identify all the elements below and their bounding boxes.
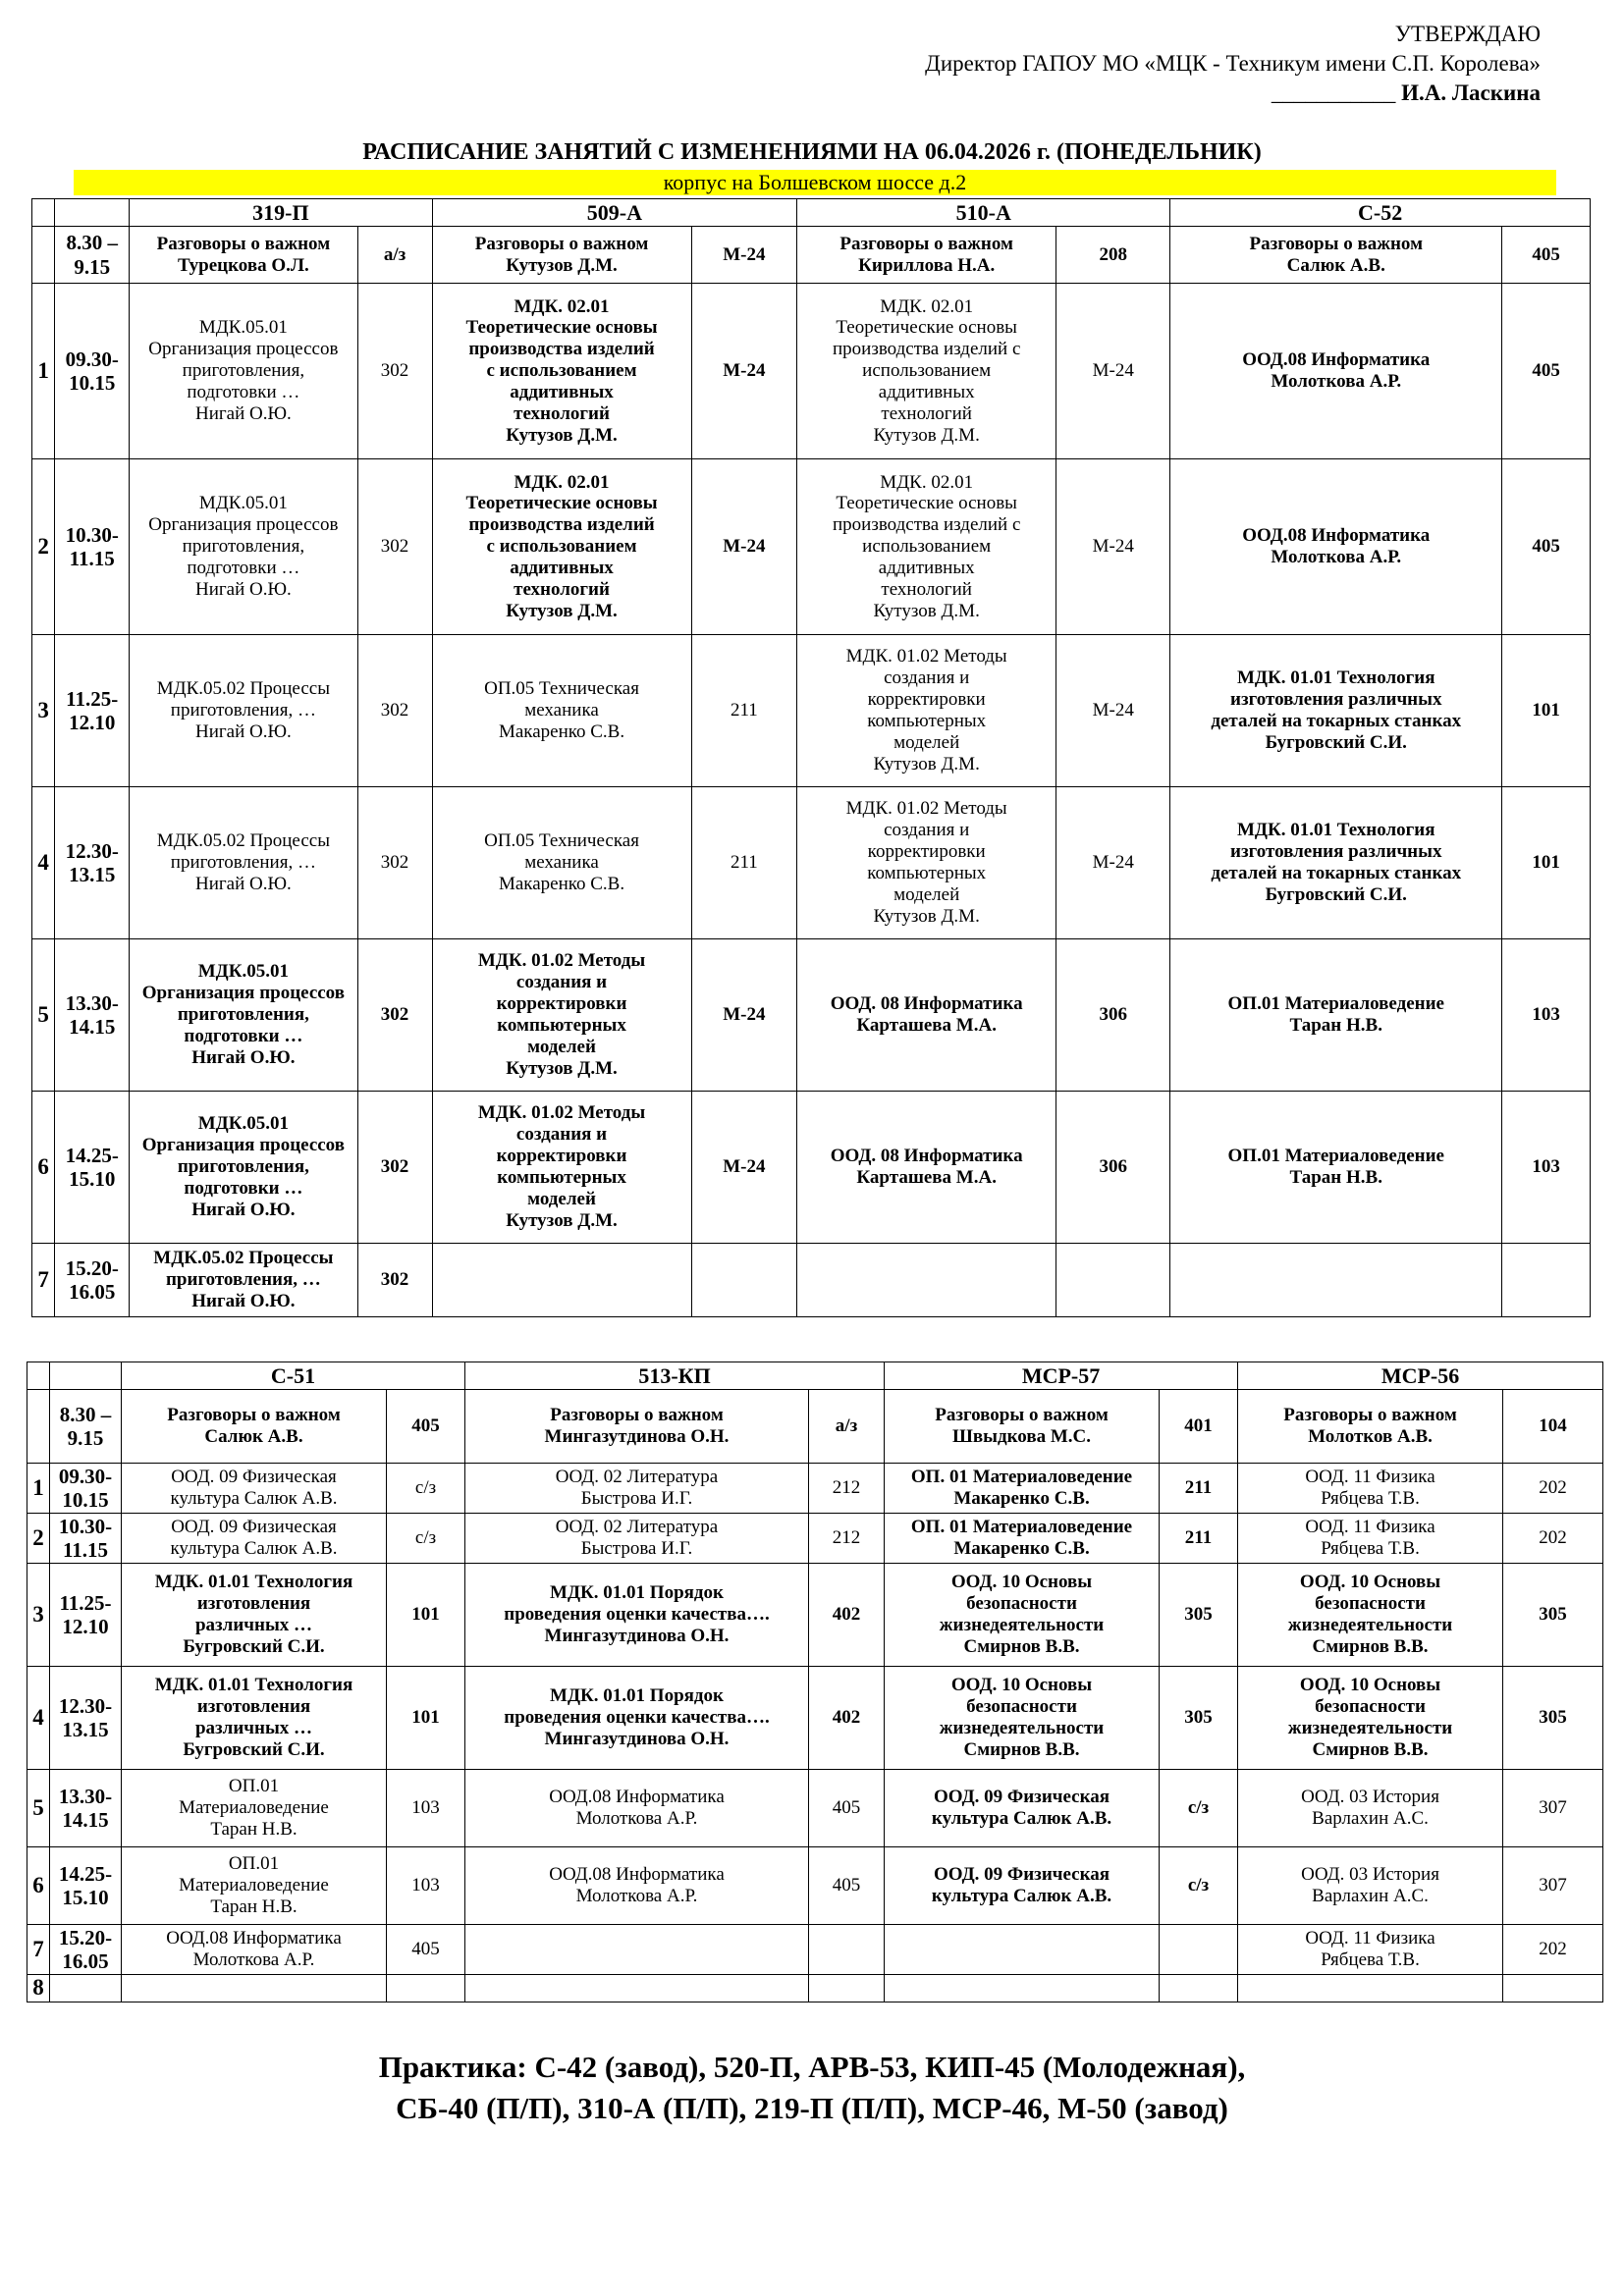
room-cell: 306 — [1056, 1092, 1170, 1244]
room-cell: М-24 — [691, 284, 797, 459]
subject-cell: МДК. 02.01 Теоретические основы производства изделий с использованием аддитивных технологий Кутузов Д.М. — [797, 459, 1056, 635]
room-cell: 405 — [1502, 227, 1591, 284]
subject-cell: ООД.08 Информатика Молоткова А.Р. — [465, 1847, 809, 1925]
lesson-row — [27, 1667, 1603, 1770]
subject-cell: ООД. 11 Физика Рябцева Т.В. — [1238, 1464, 1503, 1514]
subject-cell — [465, 1925, 809, 1975]
room-cell: 405 — [387, 1390, 465, 1464]
room-cell: 302 — [357, 635, 432, 787]
group-header: 509-А — [432, 199, 797, 227]
room-cell: с/з — [387, 1514, 465, 1564]
room-cell: 305 — [1160, 1667, 1238, 1770]
subject-cell: МДК.05.02 Процессы приготовления, … Нигай О.Ю. — [130, 635, 357, 787]
room-cell: 101 — [1502, 787, 1591, 939]
subject-cell: МДК. 01.02 Методы создания и корректировки компьютерных моделей Кутузов Д.М. — [432, 1092, 691, 1244]
lesson-number: 1 — [32, 284, 55, 459]
subject-cell: МДК.05.01 Организация процессов приготовления, подготовки … Нигай О.Ю. — [130, 284, 357, 459]
lesson-number: 7 — [27, 1925, 50, 1975]
room-cell — [809, 1925, 885, 1975]
lesson-number: 4 — [27, 1667, 50, 1770]
practice-note — [0, 2047, 1624, 2129]
practice-line-2: СБ-40 (П/П), 310-А (П/П), 219-П (П/П), МСР-46, М-50 (завод) — [396, 2091, 1228, 2125]
group-header: 513-КП — [465, 1362, 885, 1390]
lesson-row — [27, 1770, 1603, 1847]
group-header: С-52 — [1170, 199, 1591, 227]
lesson-row — [32, 1244, 1591, 1317]
room-cell: 405 — [1502, 284, 1591, 459]
room-cell: 211 — [691, 787, 797, 939]
lesson-row — [32, 939, 1591, 1092]
lesson-time: 10.30- 11.15 — [55, 459, 130, 635]
lesson-time: 13.30- 14.15 — [55, 939, 130, 1092]
subject-cell: МДК.05.02 Процессы приготовления, … Нигай О.Ю. — [130, 787, 357, 939]
room-cell — [1056, 1244, 1170, 1317]
group-header-row — [32, 199, 1591, 227]
lesson-row — [32, 635, 1591, 787]
subject-cell: ОП. 01 Материаловедение Макаренко С.В. — [885, 1514, 1160, 1564]
lesson-time: 15.20- 16.05 — [55, 1244, 130, 1317]
lesson-row — [32, 459, 1591, 635]
lesson-row — [27, 1390, 1603, 1464]
lesson-time: 13.30- 14.15 — [50, 1770, 122, 1847]
room-cell: 302 — [357, 787, 432, 939]
subject-cell — [885, 1925, 1160, 1975]
subject-cell: ООД. 10 Основы безопасности жизнедеятельности Смирнов В.В. — [885, 1667, 1160, 1770]
room-cell: 211 — [1160, 1464, 1238, 1514]
practice-line-1: Практика: С-42 (завод), 520-П, АРВ-53, КИП-45 (Молодежная), — [378, 2050, 1246, 2084]
room-cell: 202 — [1503, 1514, 1603, 1564]
lesson-time: 09.30- 10.15 — [50, 1464, 122, 1514]
schedule-table-1-body — [32, 199, 1591, 1317]
lesson-number: 2 — [32, 459, 55, 635]
subject-cell: МДК.05.01 Организация процессов приготовления, подготовки … Нигай О.Ю. — [130, 1092, 357, 1244]
lesson-number: 1 — [27, 1464, 50, 1514]
subject-cell: ООД. 10 Основы безопасности жизнедеятельности Смирнов В.В. — [1238, 1564, 1503, 1667]
subject-cell: МДК. 01.02 Методы создания и корректировки компьютерных моделей Кутузов Д.М. — [797, 635, 1056, 787]
room-cell: М-24 — [1056, 787, 1170, 939]
group-header: МСР-57 — [885, 1362, 1238, 1390]
subject-cell: ООД. 09 Физическая культура Салюк А.В. — [122, 1514, 387, 1564]
room-cell: 212 — [809, 1514, 885, 1564]
schedule-table-1 — [31, 198, 1591, 1317]
room-cell: 302 — [357, 1244, 432, 1317]
building-banner: корпус на Болшевском шоссе д.2 — [74, 170, 1556, 195]
lesson-number: 4 — [32, 787, 55, 939]
lesson-time: 15.20- 16.05 — [50, 1925, 122, 1975]
room-cell — [809, 1975, 885, 2002]
approval-block — [794, 20, 1541, 108]
group-header: МСР-56 — [1238, 1362, 1603, 1390]
room-cell — [1160, 1975, 1238, 2002]
subject-cell: МДК.05.01 Организация процессов приготовления, подготовки … Нигай О.Ю. — [130, 459, 357, 635]
lesson-number — [27, 1390, 50, 1464]
room-cell: 305 — [1503, 1667, 1603, 1770]
subject-cell: ООД. 03 История Варлахин А.С. — [1238, 1770, 1503, 1847]
room-cell: 202 — [1503, 1464, 1603, 1514]
subject-cell: МДК. 01.01 Порядок проведения оценки качества…. Мингазутдинова О.Н. — [465, 1667, 809, 1770]
subject-cell: МДК.05.01 Организация процессов приготовления, подготовки … Нигай О.Ю. — [130, 939, 357, 1092]
schedule-table-2-body — [27, 1362, 1603, 2002]
group-header: С-51 — [122, 1362, 465, 1390]
room-cell: М-24 — [1056, 459, 1170, 635]
lesson-row — [27, 1514, 1603, 1564]
lesson-number: 6 — [27, 1847, 50, 1925]
subject-cell: МДК. 01.01 Порядок проведения оценки качества…. Мингазутдинова О.Н. — [465, 1564, 809, 1667]
subject-cell — [885, 1975, 1160, 2002]
subject-cell: МДК. 01.02 Методы создания и корректировки компьютерных моделей Кутузов Д.М. — [797, 787, 1056, 939]
room-cell: 103 — [1502, 939, 1591, 1092]
room-cell: М-24 — [691, 1092, 797, 1244]
lesson-time: 12.30- 13.15 — [50, 1667, 122, 1770]
subject-cell: ООД. 08 Информатика Карташева М.А. — [797, 939, 1056, 1092]
room-cell: 302 — [357, 284, 432, 459]
subject-cell: МДК.05.02 Процессы приготовления, … Нигай О.Ю. — [130, 1244, 357, 1317]
subject-cell — [1238, 1975, 1503, 2002]
subject-cell: МДК. 02.01 Теоретические основы производства изделий с использованием аддитивных технологий Кутузов Д.М. — [432, 284, 691, 459]
room-cell: а/з — [357, 227, 432, 284]
room-cell: 101 — [1502, 635, 1591, 787]
subject-cell: ОП.01 Материаловедение Таран Н.В. — [122, 1770, 387, 1847]
subject-cell — [465, 1975, 809, 2002]
signature-blank: ___________ — [1271, 80, 1396, 105]
subject-cell: ОП.01 Материаловедение Таран Н.В. — [122, 1847, 387, 1925]
room-cell: 405 — [809, 1847, 885, 1925]
room-cell: 104 — [1503, 1390, 1603, 1464]
room-cell: с/з — [387, 1464, 465, 1514]
room-cell: с/з — [1160, 1770, 1238, 1847]
room-cell: 402 — [809, 1667, 885, 1770]
lesson-time: 12.30- 13.15 — [55, 787, 130, 939]
lesson-time — [50, 1975, 122, 2002]
lesson-row — [32, 1092, 1591, 1244]
subject-cell: ООД. 10 Основы безопасности жизнедеятельности Смирнов В.В. — [885, 1564, 1160, 1667]
room-cell: 307 — [1503, 1847, 1603, 1925]
room-cell: с/з — [1160, 1847, 1238, 1925]
subject-cell: ОП.05 Техническая механика Макаренко С.В. — [432, 787, 691, 939]
subject-cell: ОП.05 Техническая механика Макаренко С.В. — [432, 635, 691, 787]
lesson-time: 11.25- 12.10 — [50, 1564, 122, 1667]
schedule-table-2 — [27, 1362, 1603, 2002]
lesson-number — [32, 227, 55, 284]
room-cell: а/з — [809, 1390, 885, 1464]
approval-signature — [794, 79, 1541, 108]
lesson-time: 09.30- 10.15 — [55, 284, 130, 459]
subject-cell: ООД.08 Информатика Молоткова А.Р. — [122, 1925, 387, 1975]
room-cell: 302 — [357, 939, 432, 1092]
subject-cell — [432, 1244, 691, 1317]
room-cell — [1502, 1244, 1591, 1317]
room-cell — [387, 1975, 465, 2002]
page-title: РАСПИСАНИЕ ЗАНЯТИЙ С ИЗМЕНЕНИЯМИ НА 06.04.2026 г. (ПОНЕДЕЛЬНИК) — [362, 139, 1262, 165]
room-cell: 211 — [691, 635, 797, 787]
subject-cell: ООД. 02 Литература Быстрова И.Г. — [465, 1514, 809, 1564]
subject-cell: Разговоры о важном Турецкова О.Л. — [130, 227, 357, 284]
corner-cell — [50, 1362, 122, 1390]
lesson-number: 5 — [32, 939, 55, 1092]
lesson-time: 10.30- 11.15 — [50, 1514, 122, 1564]
subject-cell: МДК. 02.01 Теоретические основы производства изделий с использованием аддитивных технологий Кутузов Д.М. — [797, 284, 1056, 459]
corner-cell — [32, 199, 55, 227]
subject-cell: МДК. 01.01 Технология изготовления различных … Бугровский С.И. — [122, 1564, 387, 1667]
lesson-time: 14.25- 15.10 — [50, 1847, 122, 1925]
subject-cell: Разговоры о важном Кутузов Д.М. — [432, 227, 691, 284]
lesson-number: 3 — [32, 635, 55, 787]
room-cell: М-24 — [691, 939, 797, 1092]
lesson-row — [27, 1847, 1603, 1925]
lesson-time: 8.30 – 9.15 — [55, 227, 130, 284]
subject-cell: ООД. 02 Литература Быстрова И.Г. — [465, 1464, 809, 1514]
subject-cell: ООД. 09 Физическая культура Салюк А.В. — [885, 1847, 1160, 1925]
room-cell: М-24 — [691, 459, 797, 635]
subject-cell: ООД. 09 Физическая культура Салюк А.В. — [122, 1464, 387, 1514]
room-cell: 402 — [809, 1564, 885, 1667]
room-cell: 405 — [387, 1925, 465, 1975]
subject-cell: МДК. 01.02 Методы создания и корректировки компьютерных моделей Кутузов Д.М. — [432, 939, 691, 1092]
subject-cell: ООД. 11 Физика Рябцева Т.В. — [1238, 1925, 1503, 1975]
room-cell — [691, 1244, 797, 1317]
lesson-time: 8.30 – 9.15 — [50, 1390, 122, 1464]
room-cell — [1160, 1925, 1238, 1975]
room-cell: 302 — [357, 1092, 432, 1244]
subject-cell: Разговоры о важном Молотков А.В. — [1238, 1390, 1503, 1464]
approval-title: УТВЕРЖДАЮ — [1394, 22, 1541, 46]
room-cell: М-24 — [691, 227, 797, 284]
room-cell: 103 — [387, 1847, 465, 1925]
subject-cell: ООД.08 Информатика Молоткова А.Р. — [465, 1770, 809, 1847]
room-cell: 302 — [357, 459, 432, 635]
group-header: 510-А — [797, 199, 1170, 227]
lesson-number: 6 — [32, 1092, 55, 1244]
room-cell: М-24 — [1056, 635, 1170, 787]
room-cell — [1503, 1975, 1603, 2002]
subject-cell: ООД.08 Информатика Молоткова А.Р. — [1170, 459, 1502, 635]
room-cell: М-24 — [1056, 284, 1170, 459]
room-cell: 401 — [1160, 1390, 1238, 1464]
lesson-number: 3 — [27, 1564, 50, 1667]
room-cell: 305 — [1503, 1564, 1603, 1667]
room-cell: 211 — [1160, 1514, 1238, 1564]
subject-cell: ООД.08 Информатика Молоткова А.Р. — [1170, 284, 1502, 459]
room-cell: 405 — [1502, 459, 1591, 635]
subject-cell: ООД. 03 История Варлахин А.С. — [1238, 1847, 1503, 1925]
subject-cell: ООД. 11 Физика Рябцева Т.В. — [1238, 1514, 1503, 1564]
corner-cell — [27, 1362, 50, 1390]
lesson-row — [27, 1925, 1603, 1975]
room-cell: 101 — [387, 1564, 465, 1667]
subject-cell: ООД. 09 Физическая культура Салюк А.В. — [885, 1770, 1160, 1847]
signature-name: И.А. Ласкина — [1401, 80, 1541, 105]
room-cell: 103 — [387, 1770, 465, 1847]
subject-cell: Разговоры о важном Мингазутдинова О.Н. — [465, 1390, 809, 1464]
subject-cell — [1170, 1244, 1502, 1317]
subject-cell: Разговоры о важном Швыдкова М.С. — [885, 1390, 1160, 1464]
subject-cell: Разговоры о важном Салюк А.В. — [1170, 227, 1502, 284]
lesson-row — [27, 1464, 1603, 1514]
lesson-number: 5 — [27, 1770, 50, 1847]
subject-cell: ОП.01 Материаловедение Таран Н.В. — [1170, 939, 1502, 1092]
subject-cell: ОП.01 Материаловедение Таран Н.В. — [1170, 1092, 1502, 1244]
subject-cell: МДК. 01.01 Технология изготовления различных деталей на токарных станках Бугровский С.И. — [1170, 635, 1502, 787]
group-header-row — [27, 1362, 1603, 1390]
room-cell: 208 — [1056, 227, 1170, 284]
group-header: 319-П — [130, 199, 432, 227]
subject-cell: МДК. 01.01 Технология изготовления различных … Бугровский С.И. — [122, 1667, 387, 1770]
room-cell: 202 — [1503, 1925, 1603, 1975]
lesson-number: 2 — [27, 1514, 50, 1564]
subject-cell — [122, 1975, 387, 2002]
lesson-time: 14.25- 15.10 — [55, 1092, 130, 1244]
subject-cell: Разговоры о важном Салюк А.В. — [122, 1390, 387, 1464]
room-cell: 103 — [1502, 1092, 1591, 1244]
subject-cell: ООД. 10 Основы безопасности жизнедеятельности Смирнов В.В. — [1238, 1667, 1503, 1770]
lesson-number: 7 — [32, 1244, 55, 1317]
subject-cell: ООД. 08 Информатика Карташева М.А. — [797, 1092, 1056, 1244]
lesson-row — [32, 284, 1591, 459]
room-cell: 305 — [1160, 1564, 1238, 1667]
subject-cell: МДК. 01.01 Технология изготовления различных деталей на токарных станках Бугровский С.И. — [1170, 787, 1502, 939]
corner-cell — [55, 199, 130, 227]
lesson-row — [27, 1975, 1603, 2002]
lesson-row — [32, 227, 1591, 284]
lesson-row — [32, 787, 1591, 939]
room-cell: 101 — [387, 1667, 465, 1770]
subject-cell: МДК. 02.01 Теоретические основы производства изделий с использованием аддитивных технологий Кутузов Д.М. — [432, 459, 691, 635]
lesson-row — [27, 1564, 1603, 1667]
room-cell: 405 — [809, 1770, 885, 1847]
lesson-number: 8 — [27, 1975, 50, 2002]
room-cell: 306 — [1056, 939, 1170, 1092]
room-cell: 307 — [1503, 1770, 1603, 1847]
room-cell: 212 — [809, 1464, 885, 1514]
subject-cell: Разговоры о важном Кириллова Н.А. — [797, 227, 1056, 284]
lesson-time: 11.25- 12.10 — [55, 635, 130, 787]
subject-cell: ОП. 01 Материаловедение Макаренко С.В. — [885, 1464, 1160, 1514]
subject-cell — [797, 1244, 1056, 1317]
approval-director: Директор ГАПОУ МО «МЦК - Техникум имени С.П. Королева» — [925, 51, 1541, 76]
